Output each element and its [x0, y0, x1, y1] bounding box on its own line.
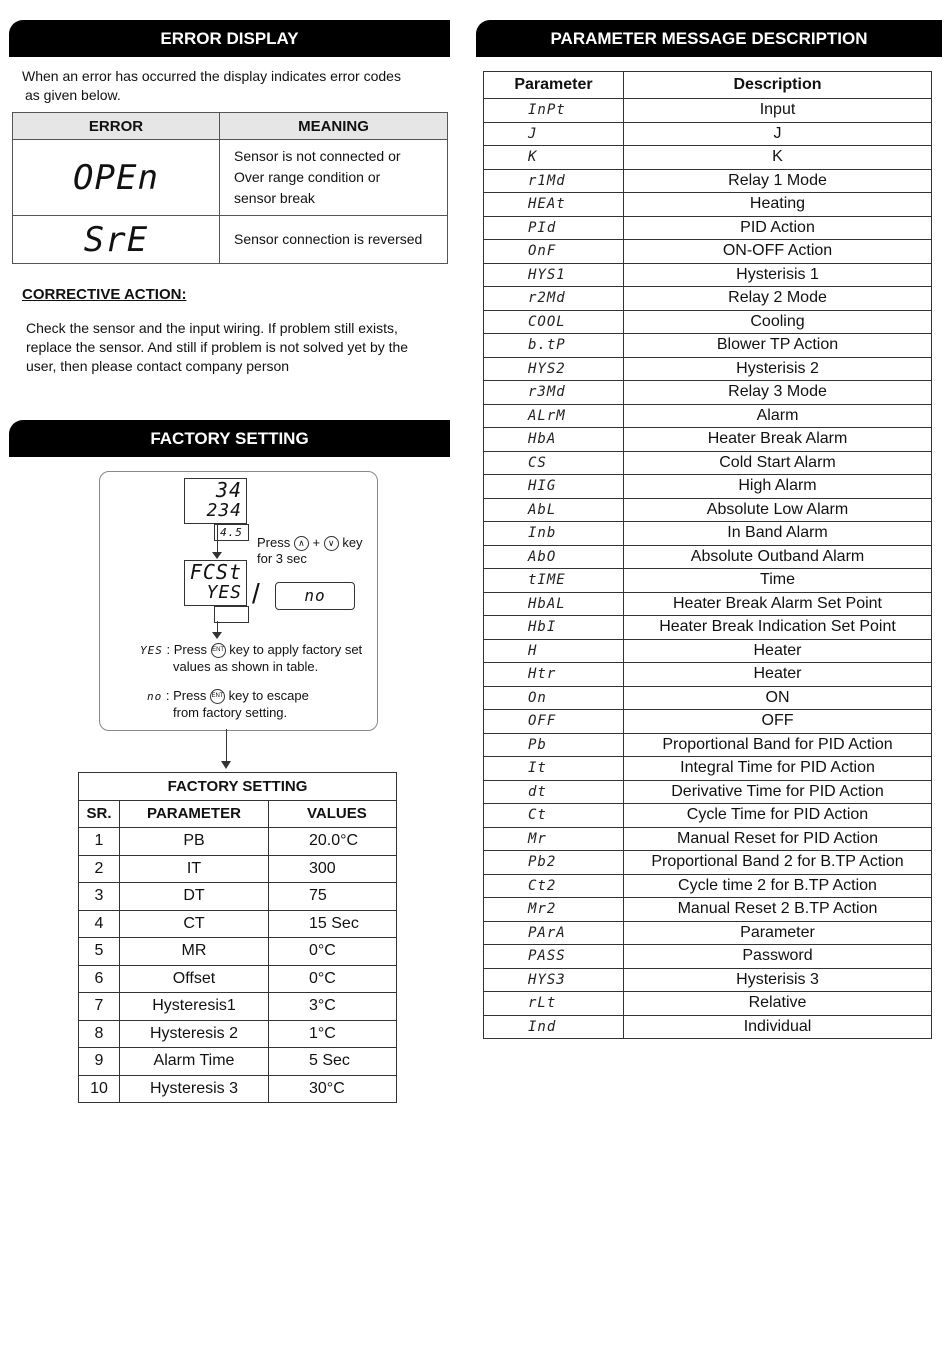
description-cell: Heater Break Alarm Set Point: [624, 592, 932, 616]
table-row: [484, 757, 932, 781]
display1-small: 4.5: [214, 524, 249, 541]
parameter-code-cell: CS: [484, 451, 624, 475]
table-row: [79, 883, 397, 911]
parameter-col-header: Parameter: [484, 72, 624, 99]
table-row: [484, 733, 932, 757]
parameter-code-cell: dt: [484, 780, 624, 804]
param-cell: IT: [120, 855, 269, 883]
parameter-code-cell: PASS: [484, 945, 624, 969]
error-meaning-open: [220, 140, 448, 216]
parameter-code-cell: J: [484, 122, 624, 146]
flow-arrow-2: [212, 632, 222, 639]
description-cell: Cycle time 2 for B.TP Action: [624, 874, 932, 898]
table-row: [484, 592, 932, 616]
value-cell: 0°C: [269, 965, 397, 993]
description-cell: Derivative Time for PID Action: [624, 780, 932, 804]
description-cell: Manual Reset for PID Action: [624, 827, 932, 851]
no-option-box: no: [275, 582, 355, 610]
value-cell: 3°C: [269, 993, 397, 1021]
table-row: [484, 287, 932, 311]
parameter-code-cell: PId: [484, 216, 624, 240]
table-row: [484, 475, 932, 499]
description-cell: Heater Break Alarm: [624, 428, 932, 452]
parameter-code-cell: b.tP: [484, 334, 624, 358]
table-row: [484, 686, 932, 710]
sr-cell: 9: [79, 1048, 120, 1076]
table-row: [484, 663, 932, 687]
no-line2: from factory setting.: [173, 705, 288, 720]
table-row: [484, 827, 932, 851]
parameter-code-cell: rLt: [484, 992, 624, 1016]
sr-cell: 8: [79, 1020, 120, 1048]
param-cell: DT: [120, 883, 269, 911]
table-row: [484, 428, 932, 452]
plus-label: +: [312, 535, 321, 550]
display2-small: [214, 606, 249, 623]
value-cell: 30°C: [269, 1075, 397, 1103]
description-col-header: Description: [624, 72, 932, 99]
description-cell: Password: [624, 945, 932, 969]
ent-key-icon: ENT: [210, 689, 225, 704]
sr-cell: 10: [79, 1075, 120, 1103]
description-cell: Manual Reset 2 B.TP Action: [624, 898, 932, 922]
table-row: [79, 855, 397, 883]
corrective-line: replace the sensor. And still if problem is not solved yet by the: [26, 339, 409, 355]
value-cell: 0°C: [269, 938, 397, 966]
table-row: [484, 451, 932, 475]
sr-cell: 3: [79, 883, 120, 911]
error-col-header: ERROR: [13, 113, 220, 140]
display2-top: FCSt: [189, 560, 242, 584]
parameter-code-cell: tIME: [484, 569, 624, 593]
parameter-code-cell: Mr2: [484, 898, 624, 922]
value-cell: 15 Sec: [269, 910, 397, 938]
table-row: [484, 639, 932, 663]
factory-setting-header: [9, 420, 450, 457]
table-row: [484, 569, 932, 593]
description-cell: PID Action: [624, 216, 932, 240]
description-cell: Absolute Low Alarm: [624, 498, 932, 522]
table-row: [484, 1015, 932, 1039]
description-cell: Proportional Band for PID Action: [624, 733, 932, 757]
parameter-code-cell: Ind: [484, 1015, 624, 1039]
description-cell: Integral Time for PID Action: [624, 757, 932, 781]
meaning-line: Sensor is not connected or: [234, 148, 401, 164]
param-cell: Offset: [120, 965, 269, 993]
description-cell: Heater: [624, 663, 932, 687]
table-row: [484, 263, 932, 287]
error-intro-line2: as given below.: [25, 87, 121, 103]
value-cell: 1°C: [269, 1020, 397, 1048]
parameter-code-cell: AbL: [484, 498, 624, 522]
error-table: [12, 112, 448, 264]
param-description-header: [476, 20, 942, 57]
no-action: key to escape: [228, 688, 309, 703]
error-code-open: OPEn: [13, 140, 220, 216]
param-cell: CT: [120, 910, 269, 938]
up-key-icon: ∧: [294, 536, 309, 551]
parameter-code-cell: OnF: [484, 240, 624, 264]
table-row: [484, 874, 932, 898]
description-cell: Cooling: [624, 310, 932, 334]
description-cell: Blower TP Action: [624, 334, 932, 358]
error-intro-line1: When an error has occurred the display indicates error codes: [22, 68, 401, 84]
parameter-code-cell: HbAL: [484, 592, 624, 616]
description-cell: Relay 3 Mode: [624, 381, 932, 405]
table-row: [484, 804, 932, 828]
description-cell: Individual: [624, 1015, 932, 1039]
table-row: [484, 169, 932, 193]
meaning-col-header: MEANING: [220, 113, 448, 140]
description-cell: J: [624, 122, 932, 146]
down-key-icon: ∨: [324, 536, 339, 551]
yes-instruction: [140, 642, 362, 675]
value-cell: 20.0°C: [269, 828, 397, 856]
table-row: [484, 216, 932, 240]
parameter-code-cell: HIG: [484, 475, 624, 499]
parameter-code-cell: HbI: [484, 616, 624, 640]
no-instruction: [147, 688, 309, 721]
corrective-line: user, then please contact company person: [26, 358, 290, 374]
parameter-table: [483, 71, 932, 1039]
display1-bottom: 234: [206, 500, 242, 521]
value-cell: 300: [269, 855, 397, 883]
parameter-code-cell: Pb2: [484, 851, 624, 875]
param-cell: Hysteresis 3: [120, 1075, 269, 1103]
values-header: VALUES: [269, 800, 397, 828]
corrective-action-title: CORRECTIVE ACTION:: [22, 286, 187, 303]
description-cell: ON-OFF Action: [624, 240, 932, 264]
parameter-code-cell: Mr: [484, 827, 624, 851]
table-row: [79, 1020, 397, 1048]
parameter-code-cell: Htr: [484, 663, 624, 687]
table-row: [484, 945, 932, 969]
table-row: [79, 910, 397, 938]
description-cell: Cold Start Alarm: [624, 451, 932, 475]
parameter-code-cell: InPt: [484, 99, 624, 123]
display1-top: 34: [215, 478, 242, 502]
yes-seg-label: YES: [140, 644, 163, 657]
param-cell: Alarm Time: [120, 1048, 269, 1076]
error-intro: [22, 67, 401, 105]
param-cell: Hysteresis1: [120, 993, 269, 1021]
press-label: Press: [257, 535, 291, 550]
description-cell: OFF: [624, 710, 932, 734]
table-row: [79, 828, 397, 856]
description-cell: In Band Alarm: [624, 522, 932, 546]
description-cell: Heater Break Indication Set Point: [624, 616, 932, 640]
description-cell: ON: [624, 686, 932, 710]
sr-cell: 4: [79, 910, 120, 938]
table-row: [484, 99, 932, 123]
description-cell: Heating: [624, 193, 932, 217]
description-cell: Hysterisis 1: [624, 263, 932, 287]
description-cell: Hysterisis 2: [624, 357, 932, 381]
parameter-code-cell: r2Md: [484, 287, 624, 311]
flow-slash: /: [252, 578, 260, 609]
table-row: [484, 498, 932, 522]
factory-flow-diagram: [99, 471, 378, 731]
press-duration: for 3 sec: [257, 551, 307, 567]
table-row: [484, 146, 932, 170]
description-cell: Time: [624, 569, 932, 593]
parameter-code-cell: HbA: [484, 428, 624, 452]
description-cell: Input: [624, 99, 932, 123]
parameter-code-cell: AbO: [484, 545, 624, 569]
param-cell: Hysteresis 2: [120, 1020, 269, 1048]
description-cell: Proportional Band 2 for B.TP Action: [624, 851, 932, 875]
table-row: [484, 522, 932, 546]
error-display-title: ERROR DISPLAY: [160, 28, 299, 48]
error-code-sre: SrE: [13, 216, 220, 264]
table-row: [484, 334, 932, 358]
parameter-header: PARAMETER: [120, 800, 269, 828]
table-row: [484, 921, 932, 945]
table-row: [484, 710, 932, 734]
parameter-code-cell: Pb: [484, 733, 624, 757]
parameter-code-cell: r3Md: [484, 381, 624, 405]
description-cell: Hysterisis 3: [624, 968, 932, 992]
description-cell: Parameter: [624, 921, 932, 945]
parameter-table-body: [484, 99, 932, 1039]
param-cell: MR: [120, 938, 269, 966]
parameter-code-cell: HYS1: [484, 263, 624, 287]
parameter-code-cell: HYS3: [484, 968, 624, 992]
yes-press: : Press: [166, 642, 207, 657]
table-row: [484, 898, 932, 922]
table-row: [484, 992, 932, 1016]
table-row: [484, 122, 932, 146]
sr-cell: 6: [79, 965, 120, 993]
description-cell: Alarm: [624, 404, 932, 428]
param-cell: PB: [120, 828, 269, 856]
table-row: [484, 193, 932, 217]
parameter-code-cell: HEAt: [484, 193, 624, 217]
value-cell: 5 Sec: [269, 1048, 397, 1076]
table-row: [484, 310, 932, 334]
parameter-code-cell: K: [484, 146, 624, 170]
table-row: [484, 381, 932, 405]
table-row: [484, 240, 932, 264]
error-display-header: [9, 20, 450, 57]
table-row: [79, 993, 397, 1021]
description-cell: Absolute Outband Alarm: [624, 545, 932, 569]
table-row: [484, 357, 932, 381]
corrective-line: Check the sensor and the input wiring. If problem still exists,: [26, 320, 398, 336]
parameter-code-cell: Inb: [484, 522, 624, 546]
parameter-code-cell: PArA: [484, 921, 624, 945]
error-meaning-sre: [220, 216, 448, 264]
parameter-code-cell: It: [484, 757, 624, 781]
sr-cell: 5: [79, 938, 120, 966]
parameter-code-cell: COOL: [484, 310, 624, 334]
flow-line-3: [226, 729, 227, 763]
display-lcd-1: [184, 478, 247, 524]
flow-arrow-3: [221, 761, 231, 769]
description-cell: Heater: [624, 639, 932, 663]
table-row: [484, 404, 932, 428]
parameter-code-cell: Ct: [484, 804, 624, 828]
description-cell: Relay 1 Mode: [624, 169, 932, 193]
sr-header: SR.: [79, 800, 120, 828]
factory-table-title: FACTORY SETTING: [79, 773, 397, 801]
sr-cell: 2: [79, 855, 120, 883]
table-row: [484, 545, 932, 569]
sr-cell: 7: [79, 993, 120, 1021]
parameter-code-cell: On: [484, 686, 624, 710]
factory-setting-title: FACTORY SETTING: [150, 428, 309, 448]
table-row: [79, 1075, 397, 1103]
description-cell: Relay 2 Mode: [624, 287, 932, 311]
meaning-line: Over range condition or: [234, 169, 381, 185]
table-row: [79, 965, 397, 993]
no-press: : Press: [165, 688, 207, 703]
factory-setting-table: [78, 772, 397, 1103]
description-cell: High Alarm: [624, 475, 932, 499]
flow-arrow-1: [212, 552, 222, 559]
key-label: key: [342, 535, 363, 550]
parameter-code-cell: ALrM: [484, 404, 624, 428]
table-row: [79, 938, 397, 966]
parameter-code-cell: OFF: [484, 710, 624, 734]
ent-key-icon: ENT: [211, 643, 226, 658]
table-row: [79, 1048, 397, 1076]
display-lcd-2: [184, 560, 247, 606]
corrective-action-text: [26, 319, 408, 376]
press-keys-text: [257, 535, 363, 567]
sr-cell: 1: [79, 828, 120, 856]
no-seg-label: no: [147, 690, 163, 703]
parameter-code-cell: r1Md: [484, 169, 624, 193]
param-description-title: PARAMETER MESSAGE DESCRIPTION: [550, 28, 868, 48]
parameter-code-cell: HYS2: [484, 357, 624, 381]
parameter-code-cell: Ct2: [484, 874, 624, 898]
table-row: [484, 968, 932, 992]
parameter-code-cell: H: [484, 639, 624, 663]
yes-line2: values as shown in table.: [173, 659, 319, 674]
description-cell: K: [624, 146, 932, 170]
description-cell: Relative: [624, 992, 932, 1016]
value-cell: 75: [269, 883, 397, 911]
table-row: [484, 851, 932, 875]
table-row: [484, 616, 932, 640]
yes-action: key to apply factory set: [229, 642, 363, 657]
table-row: [484, 780, 932, 804]
meaning-line: sensor break: [234, 190, 315, 206]
description-cell: Cycle Time for PID Action: [624, 804, 932, 828]
display2-bottom: YES: [206, 582, 242, 603]
meaning-line: Sensor connection is reversed: [234, 231, 423, 247]
